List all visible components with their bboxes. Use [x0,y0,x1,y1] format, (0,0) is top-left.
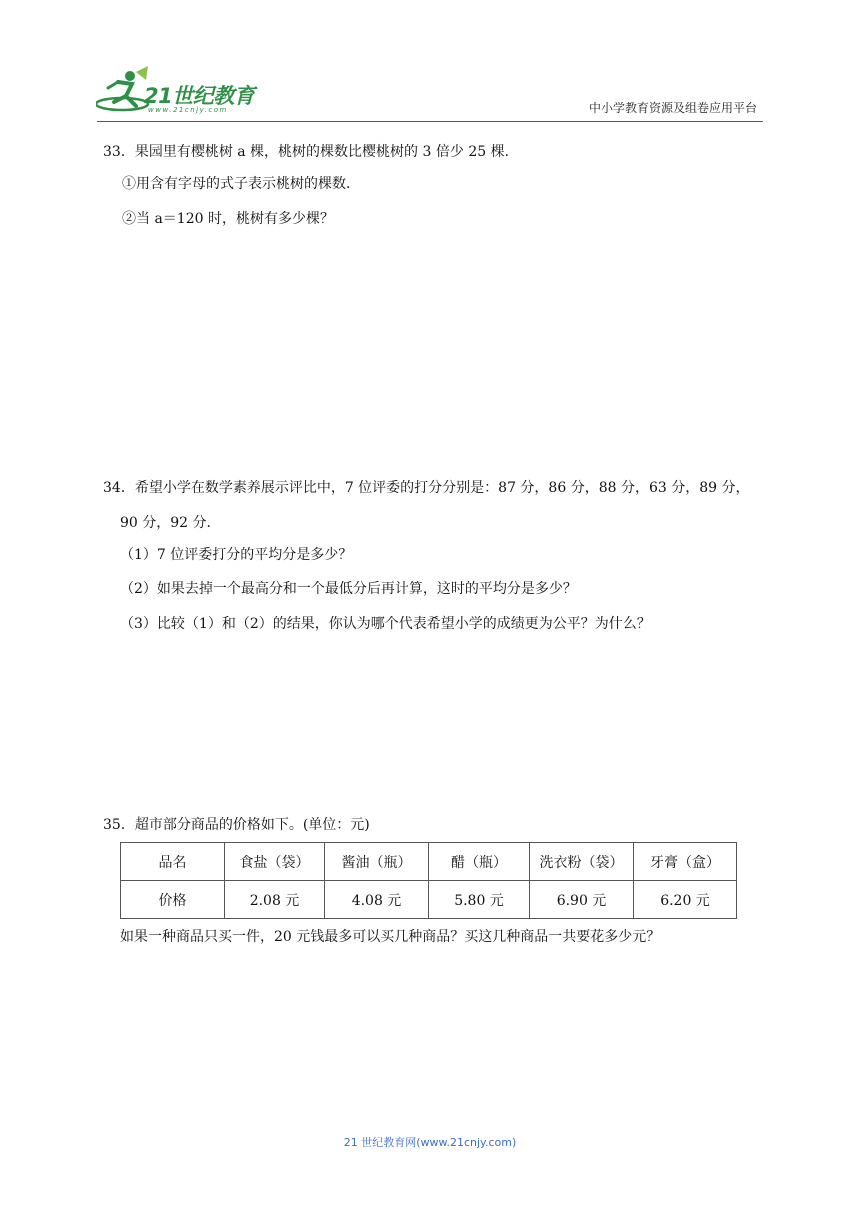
question-34-stem-line1: 34．希望小学在数学素养展示评比中，7 位评委的打分分别是：87 分，86 分，88 分，63 分，89 分， [103,480,750,496]
question-33 [103,140,763,240]
question-35-question: 如果一种商品只买一件，20 元钱最多可以买几种商品？买这几种商品一共要花多少元？ [120,929,661,945]
logo-text: 21世纪教育 [144,84,255,108]
question-34 [103,478,763,648]
table-cell: 醋（瓶） [429,843,530,881]
header-divider [97,121,763,122]
table-cell: 品名 [121,843,225,881]
table-cell: 牙膏（盒） [634,843,737,881]
logo [96,66,266,116]
page-header [0,0,860,125]
platform-name: 中小学教育资源及组卷应用平台 [588,101,757,115]
table-cell: 6.90 元 [530,881,634,919]
question-33-sub2: ②当 a＝120 时，桃树有多少棵？ [122,211,334,227]
question-33-sub1: ①用含有字母的式子表示桃树的棵数． [122,176,360,192]
question-34-sub2: （2）如果去掉一个最高分和一个最低分后再计算，这时的平均分是多少？ [120,581,577,597]
table-cell: 酱油（瓶） [325,843,429,881]
table-row [121,881,737,919]
question-34-sub1: （1）7 位评委打分的平均分是多少？ [120,547,353,563]
question-34-sub3: （3）比较（1）和（2）的结果，你认为哪个代表希望小学的成绩更为公平？为什么？ [120,616,651,632]
table-cell: 价格 [121,881,225,919]
question-35-stem: 35．超市部分商品的价格如下。(单位：元) [103,817,370,833]
logo-url: www.21cnjy.com [148,106,228,114]
question-33-stem: 33．果园里有樱桃树 a 棵，桃树的棵数比樱桃树的 3 倍少 25 棵． [103,144,519,160]
table-cell: 6.20 元 [634,881,737,919]
price-table [120,842,737,919]
table-cell: 洗衣粉（袋） [530,843,634,881]
table-cell: 4.08 元 [325,881,429,919]
footer-text: 21 世纪教育网(www.21cnjy.com) [343,1136,517,1149]
table-cell: 食盐（袋） [225,843,325,881]
table-cell: 2.08 元 [225,881,325,919]
question-34-stem-line2: 90 分，92 分． [120,515,221,531]
table-cell: 5.80 元 [429,881,530,919]
table-row [121,843,737,881]
